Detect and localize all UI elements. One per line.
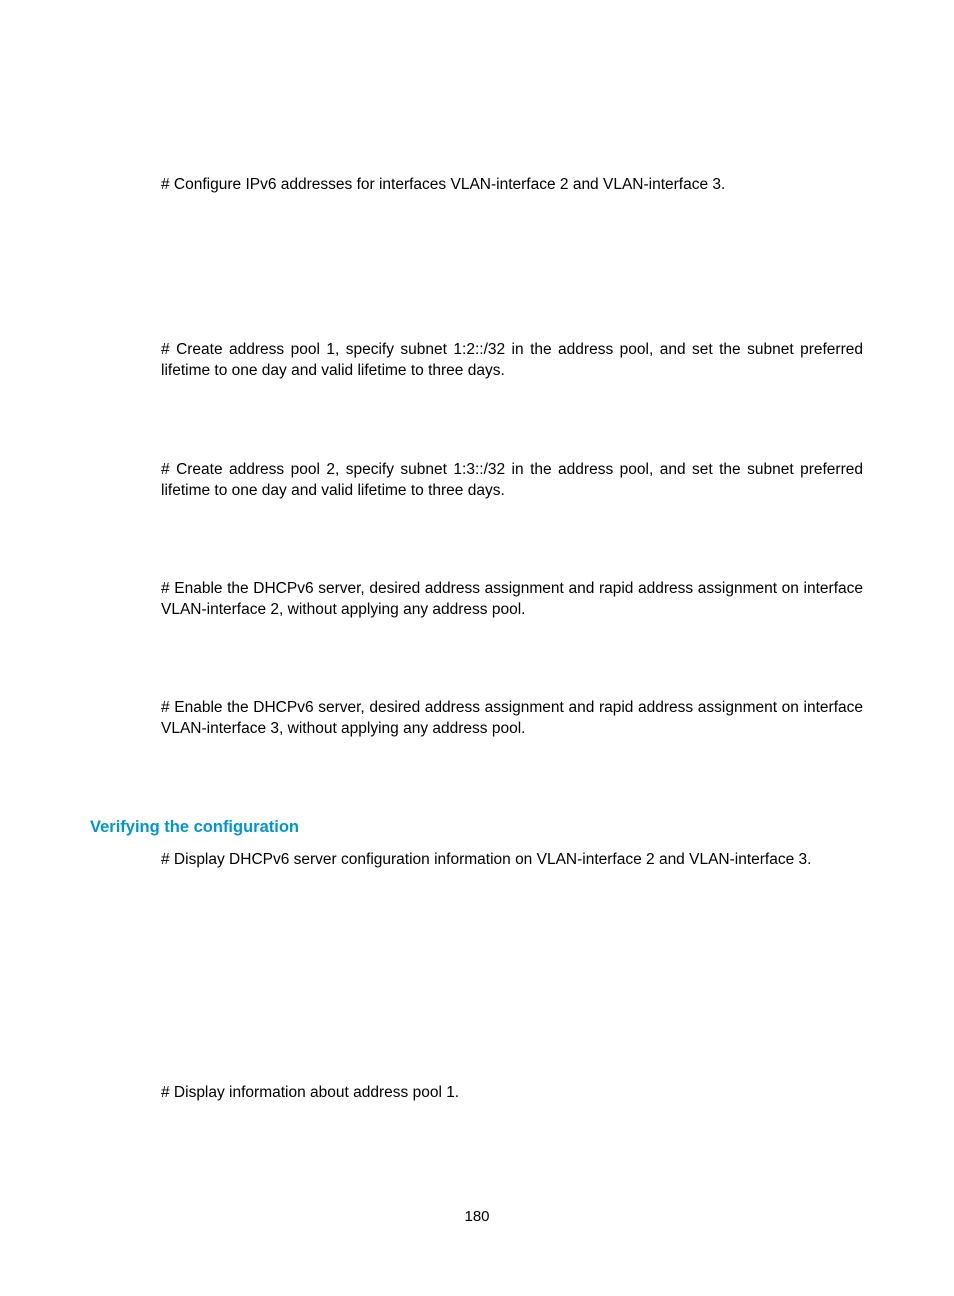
paragraph-enable-vlan2: # Enable the DHCPv6 server, desired address assignment and rapid address assignment on interface VLAN-interface 2, without applying any address pool. <box>161 580 863 618</box>
paragraph-display-server-config: # Display DHCPv6 server configuration information on VLAN-interface 2 and VLAN-interface 3. <box>161 851 812 868</box>
paragraph-create-pool-1: # Create address pool 1, specify subnet 1:2::/32 in the address pool, and set the subnet preferred lifetime to one day and valid lifetime to three days. <box>161 341 863 379</box>
paragraph-enable-vlan3: # Enable the DHCPv6 server, desired address assignment and rapid address assignment on interface VLAN-interface 3, without applying any address pool. <box>161 699 863 737</box>
section-heading-verifying: Verifying the configuration <box>90 818 300 836</box>
paragraph-configure-ipv6: # Configure IPv6 addresses for interfaces VLAN-interface 2 and VLAN-interface 3. <box>161 176 726 193</box>
paragraph-create-pool-2: # Create address pool 2, specify subnet 1:3::/32 in the address pool, and set the subnet preferred lifetime to one day and valid lifetime to three days. <box>161 461 863 499</box>
paragraph-display-pool-1: # Display information about address pool 1. <box>161 1084 460 1101</box>
page-number: 180 <box>464 1208 490 1225</box>
